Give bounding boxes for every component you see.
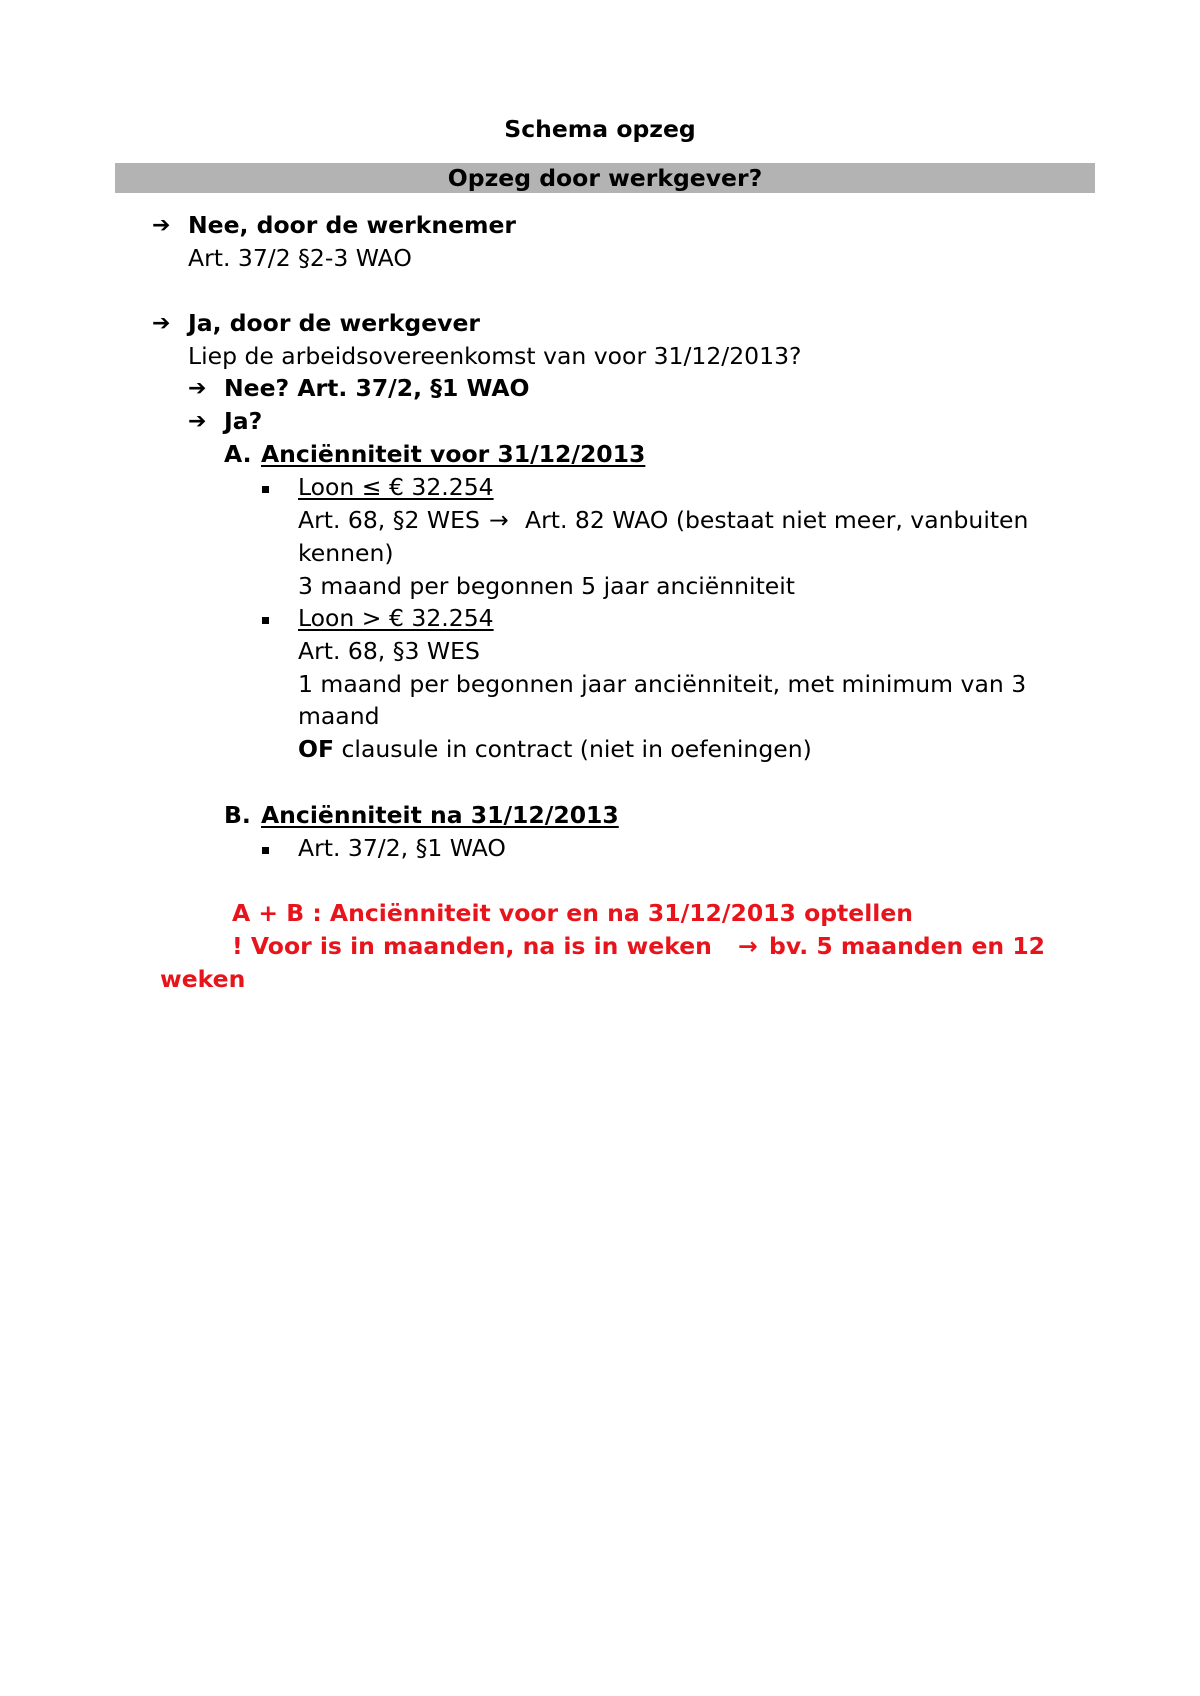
item-ja-question: Liep de arbeidsovereenkomst van voor 31/12/2013? [188,342,802,370]
small-arrow-icon: → [738,932,758,960]
page-title: Schema opzeg [504,115,696,143]
section-b-heading: Anciënniteit na 31/12/2013 [261,801,619,829]
item-nee-reference: Art. 37/2 §2-3 WAO [188,244,412,272]
note-line-3: weken [160,965,246,993]
section-b-reference: Art. 37/2, §1 WAO [298,834,506,862]
section-a-heading: Anciënniteit voor 31/12/2013 [261,440,646,468]
item-nee-heading: Nee, door de werknemer [188,211,517,239]
small-arrow-icon: → [489,506,509,534]
sub-ja-answer: Ja? [224,407,263,435]
of-keyword: OF [298,735,335,763]
loon-high-line-3: maand [298,702,380,730]
loon-low-line-1a: Art. 68, §2 WES [298,506,480,534]
note-line-1: A + B : Anciënniteit voor en na 31/12/2013 optellen [232,899,913,927]
section-a-marker: A. [224,440,252,468]
loon-high-line-4 [298,733,812,766]
bullet-square-icon [262,486,269,493]
arrow-right-icon: ➔ [188,409,207,434]
arrow-right-icon: ➔ [152,311,171,336]
loon-low-line-2: kennen) [298,539,394,567]
section-b-marker: B. [224,801,251,829]
note-line-2b: bv. 5 maanden en 12 [769,932,1046,960]
section-bar-title: Opzeg door werkgever? [447,164,763,192]
section-bar [115,163,1095,193]
bullet-square-icon [262,847,269,854]
bullet-square-icon [262,617,269,624]
loon-low-line-3: 3 maand per begonnen 5 jaar anciënniteit [298,572,795,600]
arrow-right-icon: ➔ [152,213,171,238]
arrow-right-icon: ➔ [188,376,207,401]
loon-high-label: Loon > € 32.254 [298,604,494,632]
loon-low-line-1b: Art. 82 WAO (bestaat niet meer, vanbuiten [525,506,1029,534]
of-clause-text: clausule in contract (niet in oefeningen) [334,735,812,763]
loon-high-line-2: 1 maand per begonnen jaar anciënniteit, met minimum van 3 [298,670,1027,698]
note-line-2a: ! Voor is in maanden, na is in weken [232,932,712,960]
loon-low-label: Loon ≤ € 32.254 [298,473,494,501]
loon-high-line-1: Art. 68, §3 WES [298,637,480,665]
sub-nee-answer: Nee? Art. 37/2, §1 WAO [224,374,530,402]
item-ja-heading: Ja, door de werkgever [188,309,481,337]
